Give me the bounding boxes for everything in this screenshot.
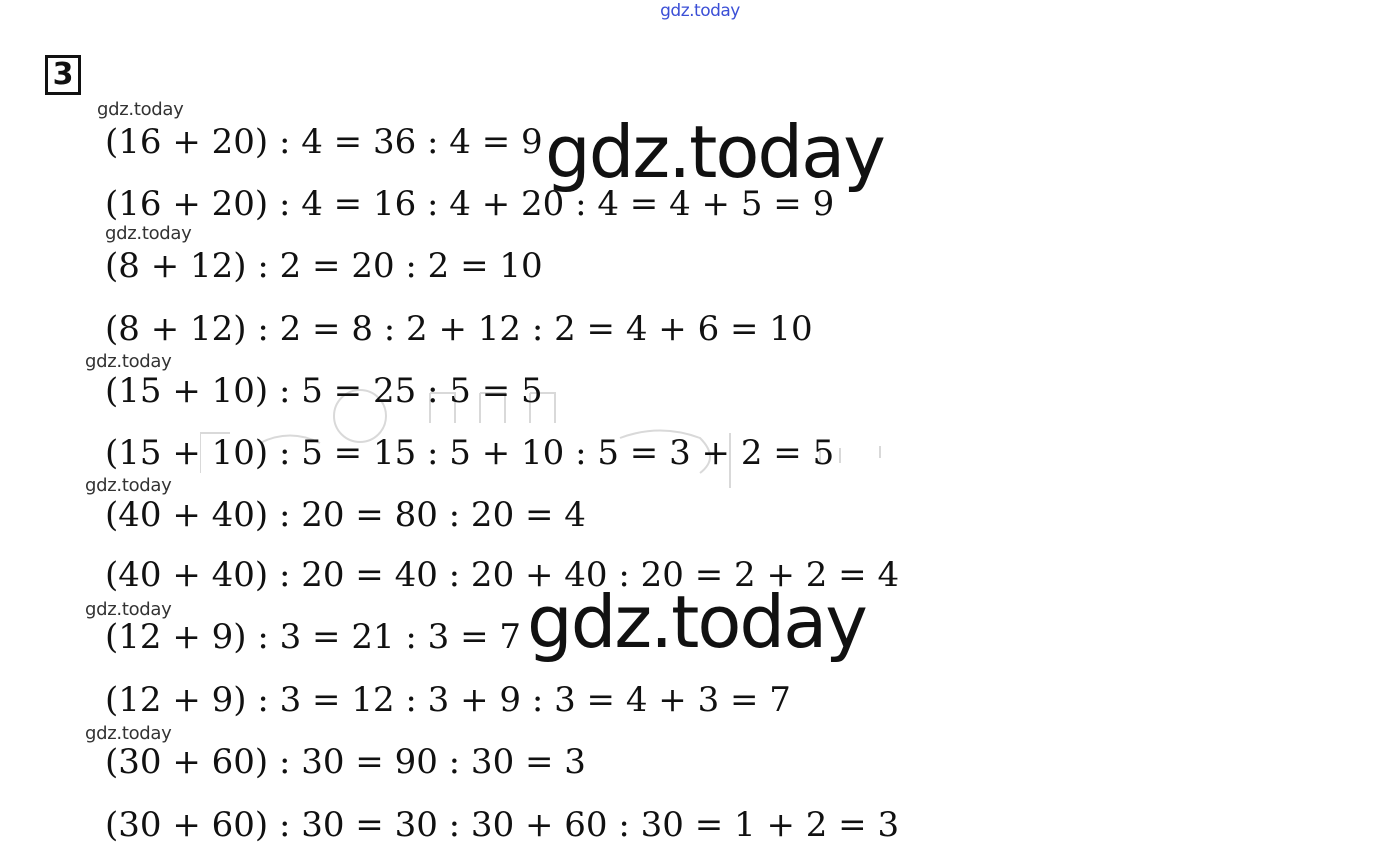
equation-8: (40 + 40) : 20 = 40 : 20 + 40 : 20 = 2 + 2 = 4 [105, 555, 900, 595]
watermark-small-1: gdz.today [97, 99, 184, 120]
equation-4: (8 + 12) : 2 = 8 : 2 + 12 : 2 = 4 + 6 = 10 [105, 309, 813, 349]
equation-12: (30 + 60) : 30 = 30 : 30 + 60 : 30 = 1 + 2 = 3 [105, 805, 900, 845]
watermark-small-4: gdz.today [85, 475, 172, 496]
watermark-small-2: gdz.today [105, 223, 192, 244]
equation-11: (30 + 60) : 30 = 90 : 30 = 3 [105, 742, 586, 782]
equation-9: (12 + 9) : 3 = 21 : 3 = 7 [105, 617, 522, 657]
top-watermark[interactable]: gdz.today [660, 1, 740, 21]
watermark-small-3: gdz.today [85, 351, 172, 372]
watermark-small-6: gdz.today [85, 723, 172, 744]
watermark-big-2: gdz.today [527, 580, 866, 664]
task-number-badge: 3 [45, 55, 81, 95]
watermark-big-1: gdz.today [545, 110, 884, 194]
equation-1: (16 + 20) : 4 = 36 : 4 = 9 [105, 122, 543, 162]
equation-2: (16 + 20) : 4 = 16 : 4 + 20 : 4 = 4 + 5 = 9 [105, 184, 835, 224]
equation-3: (8 + 12) : 2 = 20 : 2 = 10 [105, 246, 543, 286]
equation-10: (12 + 9) : 3 = 12 : 3 + 9 : 3 = 4 + 3 = 7 [105, 680, 791, 720]
equation-7: (40 + 40) : 20 = 80 : 20 = 4 [105, 495, 586, 535]
equation-5: (15 + 10) : 5 = 25 : 5 = 5 [105, 371, 543, 411]
equation-6: (15 + 10) : 5 = 15 : 5 + 10 : 5 = 3 + 2 = 5 [105, 433, 835, 473]
watermark-small-5: gdz.today [85, 599, 172, 620]
